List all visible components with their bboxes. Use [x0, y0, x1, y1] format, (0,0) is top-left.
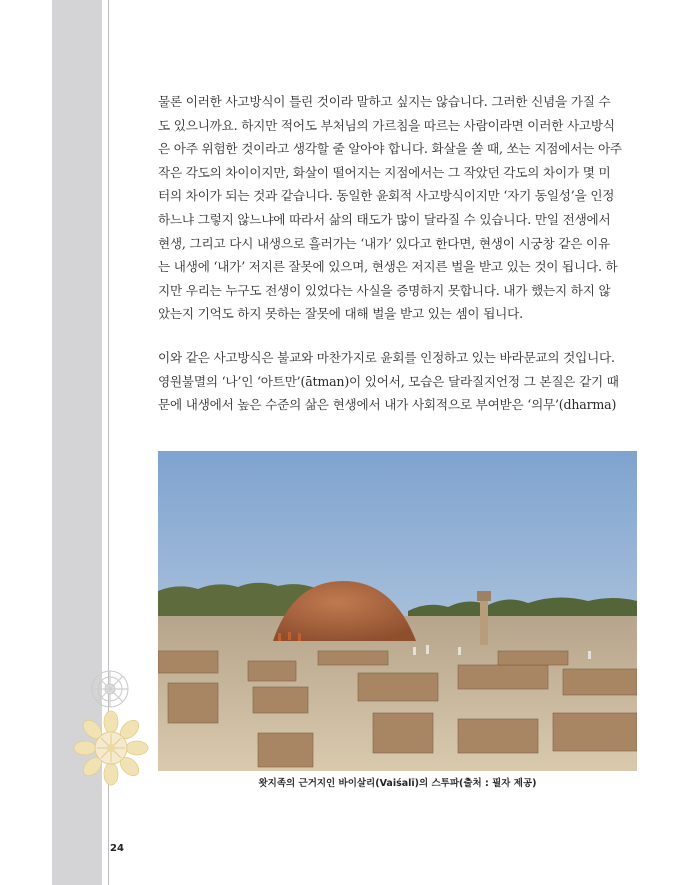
lotus-wheel-icon [73, 710, 149, 786]
text-line: 작은 각도의 차이이지만, 화살이 떨어지는 지점에서는 그 작았던 각도의 차이가 몇 미 [158, 164, 611, 180]
page-number: 24 [110, 843, 124, 854]
text-line: 문에 내생에서 높은 수준의 삶은 현생에서 내가 사회적으로 부여받은 ‘의무’(dharma) [158, 397, 617, 413]
body-paragraph-1 [158, 90, 638, 326]
stupa-photo [158, 451, 637, 771]
text-line: 도 있으니까요. 하지만 적어도 부처님의 가르침을 따르는 사람이라면 이러한 사고방식 [158, 117, 615, 133]
dharma-wheel-icon [90, 669, 130, 709]
photo-caption: 왓지족의 근거지인 바이살리(Vaiśalī)의 스투파(출처 : 필자 제공) [258, 778, 537, 789]
text-line: 물론 이러한 사고방식이 틀린 것이라 말하고 싶지는 않습니다. 그러한 신념을 가질 수 [158, 94, 611, 109]
text-line: 은 아주 위험한 것이라고 생각할 줄 알아야 합니다. 화살을 쏠 때, 쏘는 지점에서는 아주 [158, 141, 622, 157]
text-line: 는 내생에 ‘내가’ 저지른 잘못에 있으며, 현생은 저지른 벌을 받고 있는 것이 됩니다. 하 [158, 259, 618, 275]
text-line: 았는지 기억도 하지 못하는 잘못에 대해 벌을 받고 있는 셈이 됩니다. [158, 306, 523, 322]
body-paragraph-2 [158, 346, 638, 417]
text-line: 영원불멸의 ‘나’인 ‘아트만’(ātman)이 있어서, 모습은 달라질지언정 그 본질은 같기 때 [158, 373, 619, 389]
text-line: 지만 우리는 누구도 전생이 있었다는 사실을 증명하지 못합니다. 내가 했는지 하지 않 [158, 282, 611, 298]
text-line: 현생, 그리고 다시 내생으로 흘러가는 ‘내가’ 있다고 한다면, 현생이 시궁창 같은 이유 [158, 235, 610, 251]
text-line: 이와 같은 사고방식은 불교와 마찬가지로 윤회를 인정하고 있는 바라문교의 것입니다. [158, 350, 615, 365]
text-line: 터의 차이가 되는 것과 같습니다. 동일한 윤회적 사고방식이지만 ‘자기 동일성’을 인정 [158, 188, 615, 204]
text-line: 하느냐 그렇지 않느냐에 따라서 삶의 태도가 많이 달라질 수 있습니다. 만일 전생에서 [158, 211, 611, 227]
